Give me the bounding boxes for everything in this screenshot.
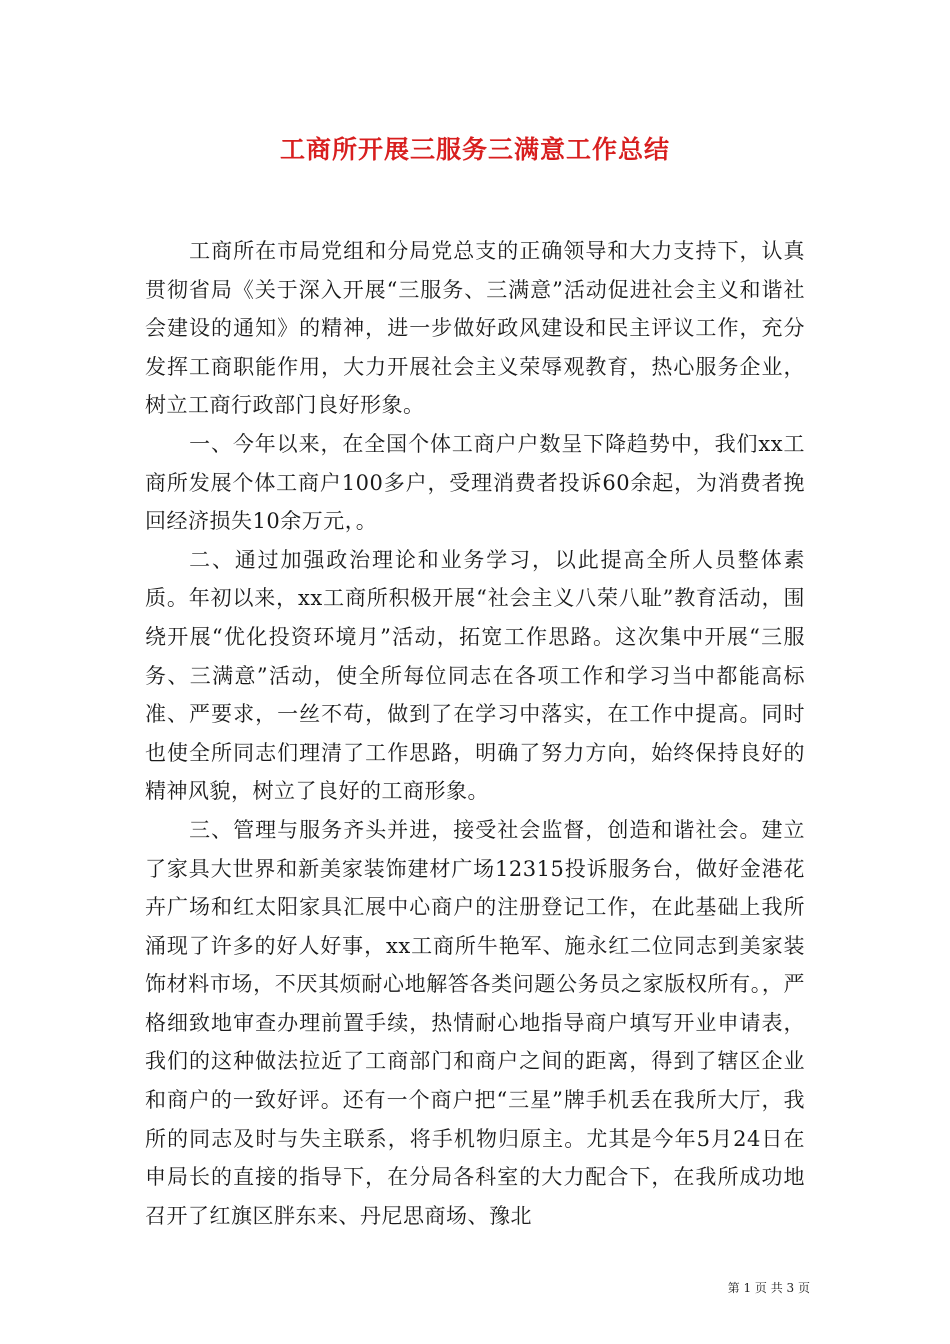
paragraph-intro: 工商所在市局党组和分局党总支的正确领导和大力支持下，认真贯彻省局《关于深入开展“三服务、三满意”活动促进社会主义和谐社会建设的通知》的精神，进一步做好政风建设和民主评议工作，充分发挥工商职能作用，大力开展社会主义荣辱观教育，热心服务企业，树立工商行政部门良好形象。: [145, 239, 805, 418]
paragraph-section-2: 二、通过加强政治理论和业务学习，以此提高全所人员整体素质。年初以来，xx工商所积极开展“社会主义八荣八耻”教育活动，围绕开展“优化投资环境月”活动，拓宽工作思路。这次集中开展“三服务、三满意”活动，使全所每位同志在各项工作和学习当中都能高标准、严要求，一丝不苟，做到了在学习中落实，在工作中提高。同时也使全所同志们理清了工作思路，明确了努力方向，始终保持良好的精神风貌，树立了良好的工商形象。: [145, 547, 805, 804]
document-body: [145, 232, 805, 1235]
page-number: 第 1 页 共 3 页: [727, 1281, 810, 1295]
paragraph-section-3: 三、管理与服务齐头并进，接受社会监督，创造和谐社会。建立了家具大世界和新美家装饰建材广场12315投诉服务台，做好金港花卉广场和红太阳家具汇展中心商户的注册登记工作，在此基础上我所涌现了许多的好人好事，xx工商所牛艳军、施永红二位同志到美家装饰材料市场，不厌其烦耐心地解答各类问题公务员之家版权所有。，严格细致地审查办理前置手续，热情耐心地指导商户填写开业申请表，我们的这种做法拉近了工商部门和商户之间的距离，得到了辖区企业和商户的一致好评。还有一个商户把“三星”牌手机丢在我所大厅，我所的同志及时与失主联系，将手机物归原主。尤其是今年5月24日在申局长的直接的指导下，在分局各科室的大力配合下，在我所成功地召开了红旗区胖东来、丹尼思商场、豫北: [145, 817, 805, 1228]
document-title: 工商所开展三服务三满意工作总结: [279, 135, 670, 164]
paragraph-section-1: 一、今年以来，在全国个体工商户户数呈下降趋势中，我们xx工商所发展个体工商户100多户，受理消费者投诉60余起，为消费者挽回经济损失10余万元，。: [145, 431, 805, 534]
